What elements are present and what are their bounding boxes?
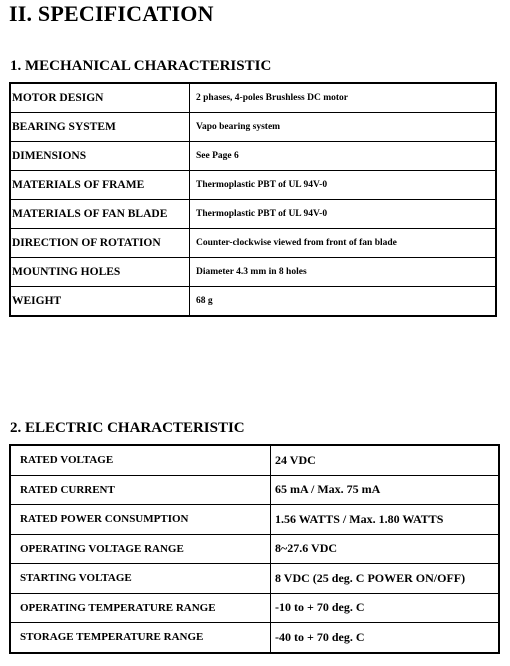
row-value: -40 to + 70 deg. C	[271, 623, 500, 653]
row-label: DIRECTION OF ROTATION	[10, 229, 190, 258]
row-label: BEARING SYSTEM	[10, 113, 190, 142]
table-row	[10, 171, 496, 200]
table-row	[10, 287, 496, 317]
table-row	[10, 505, 499, 535]
table-row	[10, 445, 499, 475]
row-value: -10 to + 70 deg. C	[271, 593, 500, 623]
table-row	[10, 564, 499, 594]
table-row	[10, 200, 496, 229]
row-label: RATED POWER CONSUMPTION	[10, 505, 271, 535]
row-value: 8~27.6 VDC	[271, 534, 500, 564]
row-label: MATERIALS OF FAN BLADE	[10, 200, 190, 229]
row-value: 1.56 WATTS / Max. 1.80 WATTS	[271, 505, 500, 535]
row-value: Vapo bearing system	[190, 113, 497, 142]
row-label: MOUNTING HOLES	[10, 258, 190, 287]
table-row	[10, 534, 499, 564]
row-label: MATERIALS OF FRAME	[10, 171, 190, 200]
row-label: OPERATING TEMPERATURE RANGE	[10, 593, 271, 623]
row-label: RATED VOLTAGE	[10, 445, 271, 475]
row-value: 2 phases, 4-poles Brushless DC motor	[190, 83, 497, 113]
table-row	[10, 593, 499, 623]
table-row	[10, 623, 499, 653]
electric-table	[9, 444, 500, 654]
row-label: WEIGHT	[10, 287, 190, 317]
row-value: Thermoplastic PBT of UL 94V-0	[190, 200, 497, 229]
table-row	[10, 229, 496, 258]
row-value: Diameter 4.3 mm in 8 holes	[190, 258, 497, 287]
row-value: 65 mA / Max. 75 mA	[271, 475, 500, 505]
row-label: RATED CURRENT	[10, 475, 271, 505]
table-row	[10, 83, 496, 113]
table-row	[10, 258, 496, 287]
row-value: 24 VDC	[271, 445, 500, 475]
mechanical-heading: 1. MECHANICAL CHARACTERISTIC	[10, 58, 272, 74]
row-label: OPERATING VOLTAGE RANGE	[10, 534, 271, 564]
row-label: STARTING VOLTAGE	[10, 564, 271, 594]
row-label: STORAGE TEMPERATURE RANGE	[10, 623, 271, 653]
row-value: Thermoplastic PBT of UL 94V-0	[190, 171, 497, 200]
row-label: MOTOR DESIGN	[10, 83, 190, 113]
page-title: II. SPECIFICATION	[9, 1, 214, 26]
mechanical-table	[9, 82, 497, 317]
row-value: 68 g	[190, 287, 497, 317]
row-value: 8 VDC (25 deg. C POWER ON/OFF)	[271, 564, 500, 594]
electric-heading: 2. ELECTRIC CHARACTERISTIC	[10, 420, 245, 436]
table-row	[10, 113, 496, 142]
table-row	[10, 475, 499, 505]
row-label: DIMENSIONS	[10, 142, 190, 171]
row-value: Counter-clockwise viewed from front of fan blade	[190, 229, 497, 258]
row-value: See Page 6	[190, 142, 497, 171]
table-row	[10, 142, 496, 171]
